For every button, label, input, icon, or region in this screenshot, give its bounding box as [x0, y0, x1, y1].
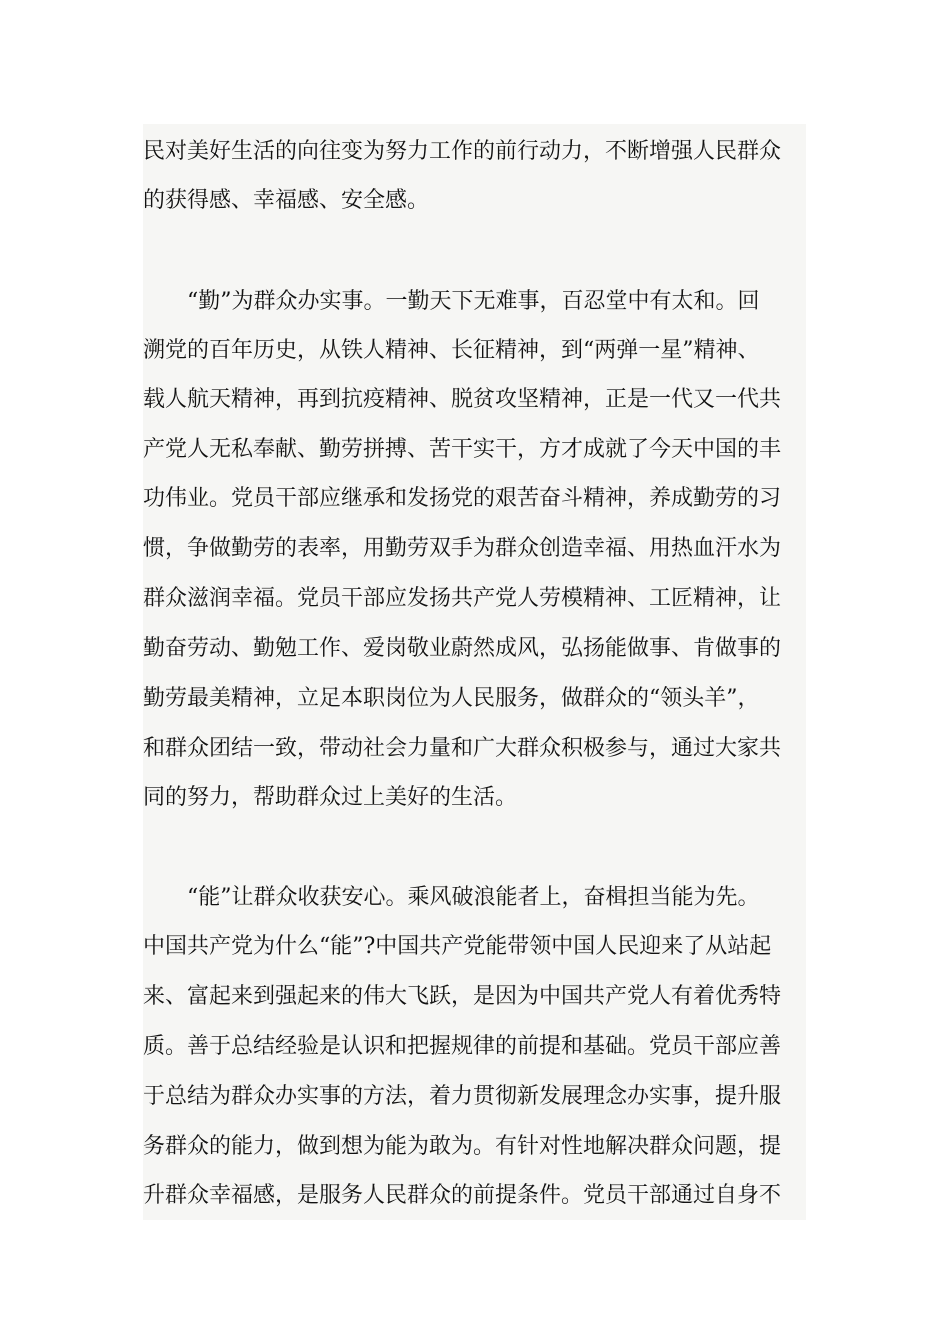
paragraph-2-line-6: 惯，争做勤劳的表率，用勤劳双手为群众创造幸福、用热血汗水为 [143, 536, 782, 561]
paragraph-3-line-1: “能”让群众收获安心。乘风破浪能者上，奋楫担当能为先。 [187, 885, 760, 910]
paragraph-2-line-7: 群众滋润幸福。党员干部应发扬共产党人劳模精神、工匠精神，让 [143, 586, 782, 611]
paragraph-3-line-6: 务群众的能力，做到想为能为敢为。有针对性地解决群众问题，提 [143, 1134, 782, 1159]
paragraph-2-line-4: 产党人无私奉献、勤劳拼搏、苦干实干，方才成就了今天中国的丰 [143, 437, 782, 462]
paragraph-2-line-2: 溯党的百年历史，从铁人精神、长征精神，到“两弹一星”精神、 [143, 338, 760, 363]
paragraph-3-line-4: 质。善于总结经验是认识和把握规律的前提和基础。党员干部应善 [143, 1034, 782, 1059]
paragraph-3-line-5: 于总结为群众办实事的方法，着力贯彻新发展理念办实事，提升服 [143, 1084, 782, 1109]
paragraph-1-line-1: 民对美好生活的向往变为努力工作的前行动力，不断增强人民群众 [143, 139, 782, 164]
paragraph-3-line-7: 升群众幸福感，是服务人民群众的前提条件。党员干部通过自身不 [143, 1183, 782, 1208]
paragraph-2-line-8: 勤奋劳动、勤勉工作、爱岗敬业蔚然成风，弘扬能做事、肯做事的 [143, 636, 782, 661]
document-text-block [143, 124, 806, 1220]
paragraph-2-line-5: 功伟业。党员干部应继承和发扬党的艰苦奋斗精神，养成勤劳的习 [143, 486, 782, 511]
paragraph-3-line-3: 来、富起来到强起来的伟大飞跃，是因为中国共产党人有着优秀特 [143, 984, 782, 1009]
paragraph-2-line-3: 载人航天精神，再到抗疫精神、脱贫攻坚精神，正是一代又一代共 [143, 387, 782, 412]
paragraph-2-line-9: 勤劳最美精神，立足本职岗位为人民服务，做群众的“领头羊”， [143, 686, 760, 711]
paragraph-3-line-2: 中国共产党为什么“能”?中国共产党能带领中国人民迎来了从站起 [143, 934, 772, 959]
paragraph-1-line-2: 的获得感、幸福感、安全感。 [143, 188, 430, 213]
paragraph-2-line-10: 和群众团结一致，带动社会力量和广大群众积极参与，通过大家共 [143, 736, 782, 761]
paragraph-2-line-11: 同的努力，帮助群众过上美好的生活。 [143, 785, 518, 810]
paragraph-2-line-1: “勤”为群众办实事。一勤天下无难事，百忍堂中有太和。回 [187, 289, 760, 314]
